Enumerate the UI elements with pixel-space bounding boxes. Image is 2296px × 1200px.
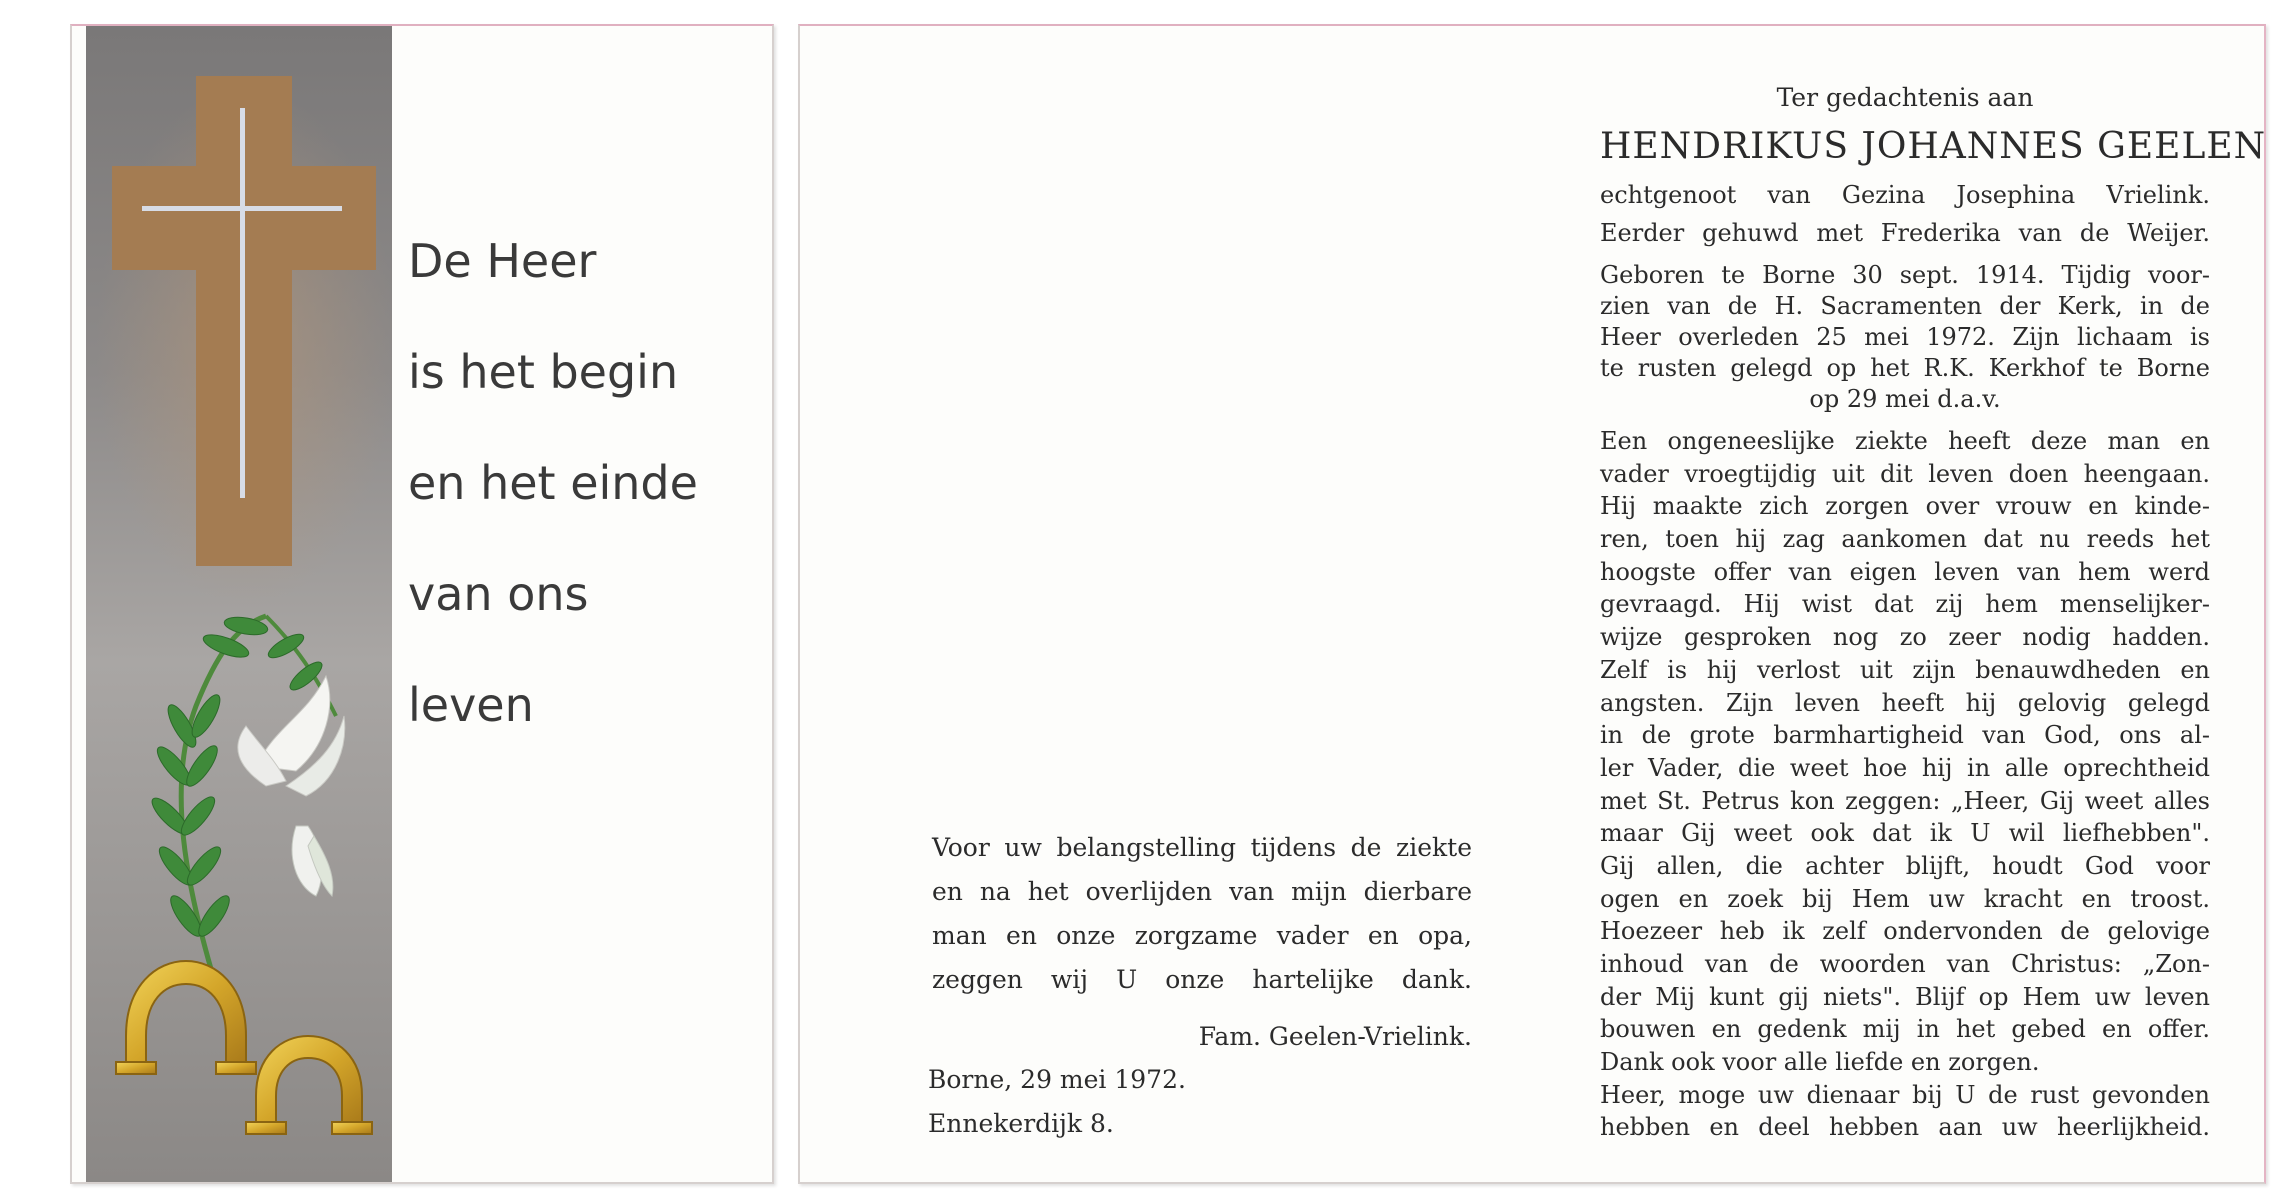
body-line: met St. Petrus kon zeggen: „Heer, Gij weet alles	[1600, 786, 2210, 815]
body-line: in de grote barmhartigheid van God, ons al-	[1600, 721, 2210, 750]
verse-line: leven	[408, 678, 534, 732]
birth-line: te rusten gelegd op het R.K. Kerkhof te Borne	[1600, 354, 2210, 382]
body-line: bouwen en gedenk mij in het gebed en offer.	[1600, 1015, 2210, 1044]
family-signature: Fam. Geelen-Vrielink.	[1198, 1022, 1472, 1051]
body-line: hebben en deel hebben aan uw heerlijkheid.	[1600, 1113, 2210, 1142]
memorial-body	[1600, 425, 2210, 1144]
verse-line: en het einde	[408, 456, 698, 510]
body-line: hoogste offer van eigen leven van hem werd	[1600, 557, 2210, 586]
birth-death-paragraph	[1600, 260, 2210, 415]
verse-line: is het begin	[408, 345, 679, 399]
body-line: Dank ook voor alle liefde en zorgen.	[1600, 1048, 2040, 1077]
birth-line: Heer overleden 25 mei 1972. Zijn lichaam is	[1600, 323, 2210, 351]
body-line: ogen en zoek bij Hem uw kracht en troost.	[1600, 884, 2210, 913]
memorial-intro: Ter gedachtenis aan	[1776, 83, 2034, 112]
body-line: vader vroegtijdig uit dit leven doen heengaan.	[1600, 459, 2210, 488]
spouse-line: Eerder gehuwd met Frederika van de Weijer.	[1600, 219, 2210, 247]
verse-line: van ons	[408, 567, 589, 621]
body-line: der Mij kunt gij niets". Blijf op Hem uw leven	[1600, 982, 2210, 1011]
body-line: wijze gesproken nog zo zeer nodig hadden.	[1600, 623, 2210, 652]
thanks-paragraph	[932, 826, 1472, 1062]
thanks-line: man en onze zorgzame vader en opa,	[932, 921, 1472, 950]
prayer-card-front	[70, 24, 774, 1184]
place-and-address	[928, 1058, 1186, 1146]
birth-line: zien van de H. Sacramenten der Kerk, in de	[1600, 292, 2210, 320]
verse-line: De Heer	[408, 234, 597, 288]
body-line: ren, toen hij zag aankomen dat nu reeds het	[1600, 525, 2210, 554]
birth-line: Geboren te Borne 30 sept. 1914. Tijdig voor-	[1600, 261, 2210, 289]
memorial-text	[1600, 78, 2267, 1144]
body-line: ler Vader, die weet hoe hij in alle oprechtheid	[1600, 753, 2210, 782]
address: Ennekerdijk 8.	[928, 1109, 1114, 1138]
body-line: maar Gij weet ook dat ik U wil liefhebben".	[1600, 819, 2210, 848]
thanks-line: zeggen wij U onze hartelijke dank.	[932, 965, 1472, 994]
body-line: Heer, moge uw dienaar bij U de rust gevonden	[1600, 1080, 2210, 1109]
cross-lily-illustration	[86, 26, 392, 1182]
body-line: Hoezeer heb ik zelf ondervonden de gelovige	[1600, 917, 2210, 946]
spouse-line: echtgenoot van Gezina Josephina Vrielink.	[1600, 181, 2210, 209]
body-line: Hij maakte zich zorgen over vrouw en kinde-	[1600, 492, 2210, 521]
body-line: Zelf is hij verlost uit zijn benauwdheden en	[1600, 655, 2210, 684]
body-line: Een ongeneeslijke ziekte heeft deze man en	[1600, 427, 2210, 455]
thanks-line: Voor uw belangstelling tijdens de ziekte	[932, 833, 1472, 862]
body-line: angsten. Zijn leven heeft hij gelovig gelegd	[1600, 688, 2210, 717]
body-line: Gij allen, die achter blijft, houdt God voor	[1600, 851, 2210, 880]
body-line: inhoud van de woorden van Christus: „Zon-	[1600, 950, 2210, 978]
birth-line: op 29 mei d.a.v.	[1809, 385, 2001, 413]
body-line: gevraagd. Hij wist dat zij hem menselijker-	[1600, 590, 2210, 619]
deceased-name: HENDRIKUS JOHANNES GEELEN	[1600, 126, 2267, 167]
place-date: Borne, 29 mei 1972.	[928, 1065, 1186, 1094]
verse-text	[408, 206, 698, 761]
thanks-line: en na het overlijden van mijn dierbare	[932, 877, 1472, 906]
prayer-card-inside	[798, 24, 2266, 1184]
